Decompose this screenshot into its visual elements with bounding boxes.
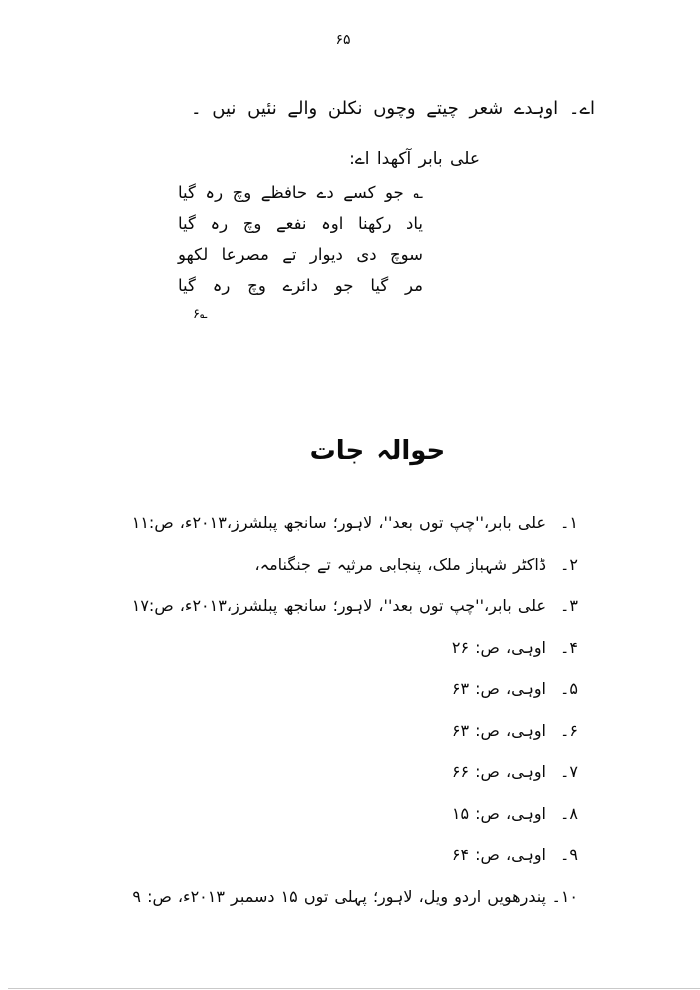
- reference-number: ۱۔: [560, 513, 578, 532]
- reference-text: اوہی، ص: ۶۶: [451, 762, 546, 781]
- attribution-line: علی بابر آکھدا اے:: [349, 149, 480, 169]
- reference-row: [90, 637, 578, 679]
- verse-line: سوچ دی دیوار تے مصرعا لکھو: [178, 245, 423, 264]
- references-list: [90, 512, 578, 927]
- reference-row: [90, 512, 578, 554]
- reference-number: ۶۔: [560, 720, 578, 740]
- reference-text: اوہی، ص: ۲۶: [451, 637, 546, 657]
- reference-number: ۲۔: [560, 554, 578, 574]
- reference-row: [90, 720, 578, 762]
- prose-line-1: اے۔ اوہدے شعر چیتے وچوں نکلن والے نئیں نیں ۔: [191, 98, 595, 119]
- reference-row: [90, 595, 578, 637]
- reference-text: پندرھویں اردو ویل، لاہور؛ پہلی توں ۱۵ دسمبر ۲۰۱۳ء، ص: ۹: [132, 886, 546, 906]
- reference-row: [90, 678, 578, 720]
- reference-row: [90, 844, 578, 886]
- reference-row: [90, 803, 578, 845]
- reference-row: [90, 554, 578, 596]
- verse-block: [178, 183, 423, 307]
- reference-number: ۹۔: [560, 845, 578, 864]
- verse-line: یاد رکھنا اوہ نفعے وچ رہ گیا: [178, 214, 423, 233]
- reference-text: علی بابر،''چپ توں بعد''، لاہور؛ سانجھ پبلشرز،۲۰۱۳ء، ص:۱۷: [131, 596, 546, 615]
- reference-number: ۳۔: [560, 596, 578, 615]
- reference-row: [90, 886, 578, 928]
- reference-number: ۴۔: [560, 637, 578, 657]
- reference-text: علی بابر،''چپ توں بعد''، لاہور؛ سانجھ پبلشرز،۲۰۱۳ء، ص:۱۱: [131, 513, 546, 532]
- reference-number: ۸۔: [560, 803, 578, 823]
- reference-text: اوہی، ص: ۱۵: [451, 803, 546, 823]
- verse-line: مر گیا جو دائرے وچ رہ گیا: [178, 276, 423, 295]
- page-bottom-scan-edge: [8, 988, 700, 989]
- reference-text: اوہی، ص: ۶۴: [451, 845, 546, 864]
- reference-row: [90, 761, 578, 803]
- reference-text: اوہی، ص: ۶۳: [451, 720, 546, 740]
- reference-number: ۷۔: [560, 762, 578, 781]
- reference-text: ڈاکٹر شہباز ملک، پنجابی مرثیہ تے جنگنامہ،: [254, 554, 546, 574]
- verse-line: ؎ جو کسے دے حافظے وچ رہ گیا: [178, 183, 423, 202]
- references-heading: حوالہ جات: [309, 436, 446, 466]
- page-number: ۶۵: [335, 32, 351, 48]
- reference-text: اوہی، ص: ۶۳: [451, 679, 546, 698]
- verse-footnote-marker: ؎۶: [193, 307, 208, 322]
- reference-number: ۵۔: [560, 679, 578, 698]
- reference-number: ۱۰۔: [551, 886, 578, 906]
